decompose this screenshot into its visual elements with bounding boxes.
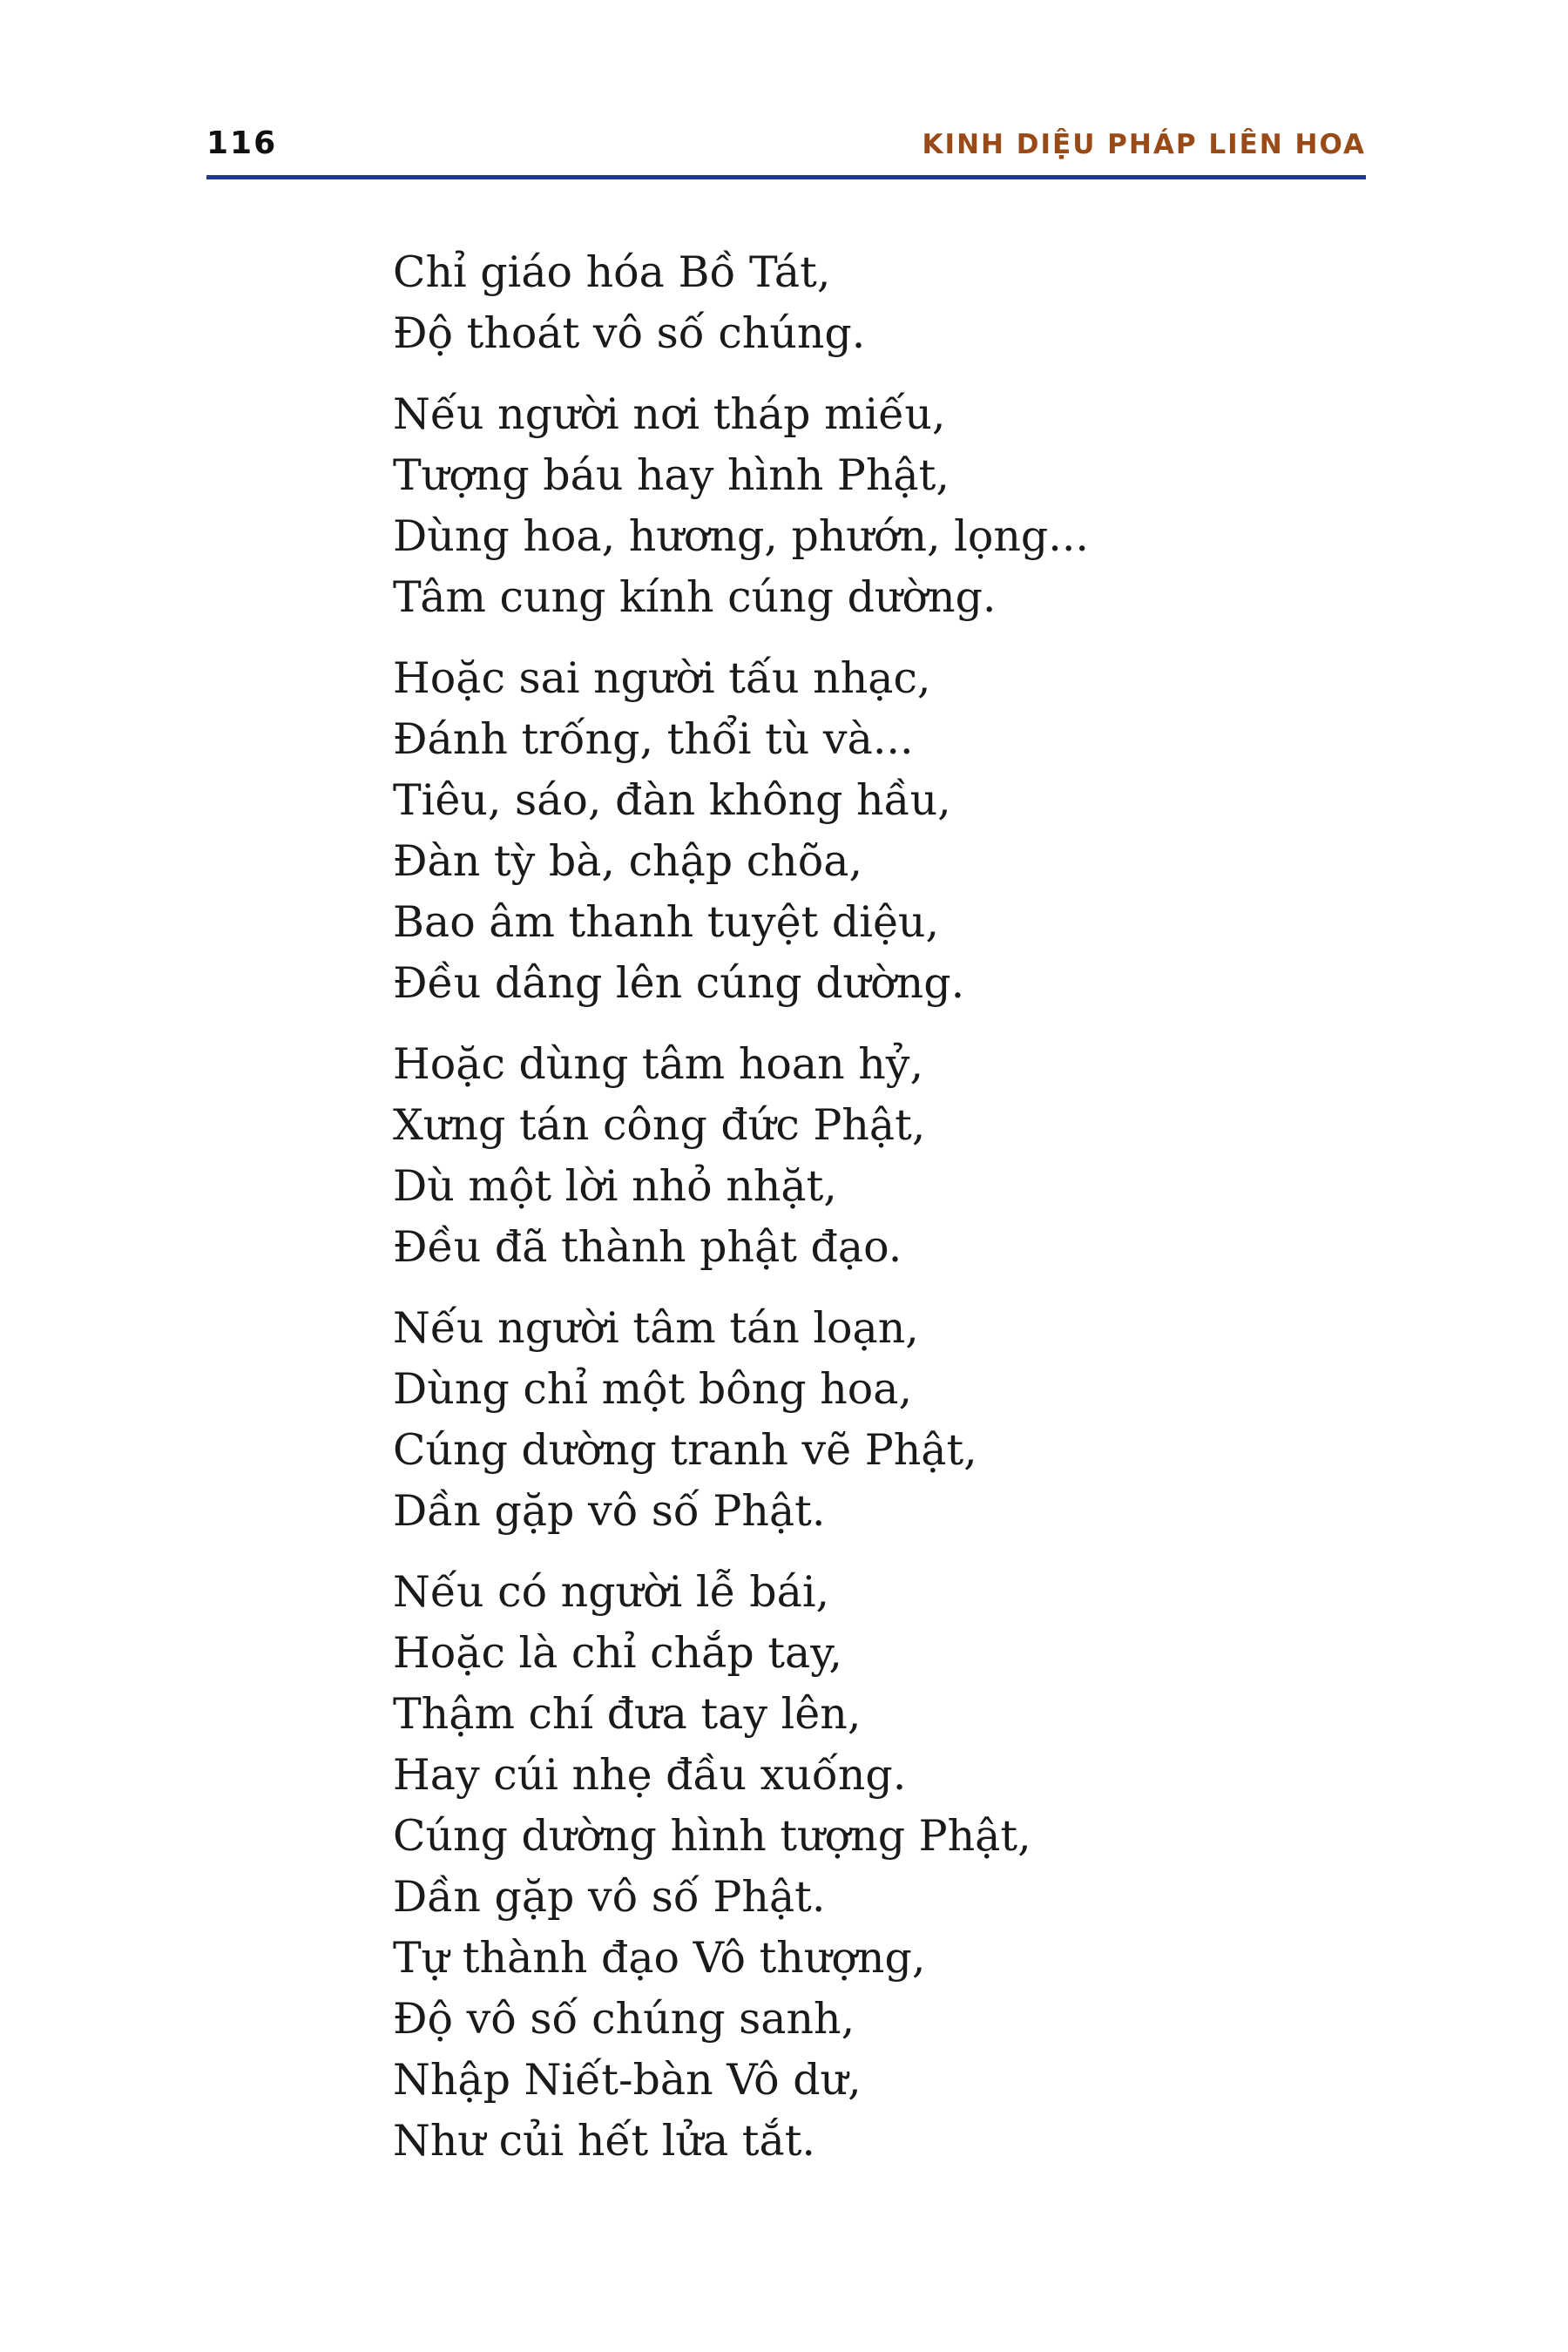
verse-line: Dùng hoa, hương, phướn, lọng...	[393, 511, 1089, 561]
stanza	[393, 242, 1351, 364]
verse-line: Dần gặp vô số Phật.	[393, 1486, 826, 1536]
stanza	[393, 1562, 1351, 2172]
verse-line: Nếu người nơi tháp miếu,	[393, 389, 946, 439]
verse-line: Nhập Niết-bàn Vô dư,	[393, 2055, 862, 2105]
verse-line: Đàn tỳ bà, chập chõa,	[393, 836, 863, 886]
stanza	[393, 1034, 1351, 1278]
page-header	[206, 113, 1366, 179]
verse-line: Chỉ giáo hóa Bồ Tát,	[393, 247, 831, 297]
verse-line: Đánh trống, thổi tù và...	[393, 714, 914, 764]
verse-line: Thậm chí đưa tay lên,	[393, 1689, 862, 1739]
page-number: 116	[206, 125, 278, 161]
verse-line: Như củi hết lửa tắt.	[393, 2116, 815, 2166]
verse-line: Dùng chỉ một bông hoa,	[393, 1364, 913, 1414]
verse-line: Xưng tán công đức Phật,	[393, 1100, 926, 1150]
verse-body	[393, 242, 1351, 2192]
verse-line: Dần gặp vô số Phật.	[393, 1872, 826, 1922]
verse-line: Bao âm thanh tuyệt diệu,	[393, 897, 940, 947]
verse-line: Cúng dường hình tượng Phật,	[393, 1811, 1031, 1861]
verse-line: Nếu có người lễ bái,	[393, 1567, 830, 1617]
verse-line: Hay cúi nhẹ đầu xuống.	[393, 1750, 907, 1800]
verse-line: Tự thành đạo Vô thượng,	[393, 1933, 926, 1983]
verse-line: Tiêu, sáo, đàn không hầu,	[393, 775, 951, 825]
stanza	[393, 384, 1351, 628]
running-title: KINH DIỆU PHÁP LIÊN HOA	[922, 129, 1366, 160]
verse-line: Đều dâng lên cúng dường.	[393, 958, 965, 1008]
verse-line: Nếu người tâm tán loạn,	[393, 1303, 919, 1353]
verse-line: Tượng báu hay hình Phật,	[393, 450, 950, 500]
verse-line: Đều đã thành phật đạo.	[393, 1222, 902, 1272]
verse-line: Độ vô số chúng sanh,	[393, 1994, 855, 2044]
verse-line: Tâm cung kính cúng dường.	[393, 572, 997, 622]
verse-line: Hoặc là chỉ chắp tay,	[393, 1628, 842, 1678]
verse-line: Hoặc sai người tấu nhạc,	[393, 653, 931, 703]
verse-line: Dù một lời nhỏ nhặt,	[393, 1161, 837, 1211]
verse-line: Hoặc dùng tâm hoan hỷ,	[393, 1039, 924, 1089]
verse-line: Độ thoát vô số chúng.	[393, 308, 866, 358]
verse-line: Cúng dường tranh vẽ Phật,	[393, 1425, 977, 1475]
stanza	[393, 1298, 1351, 1542]
stanza	[393, 648, 1351, 1014]
